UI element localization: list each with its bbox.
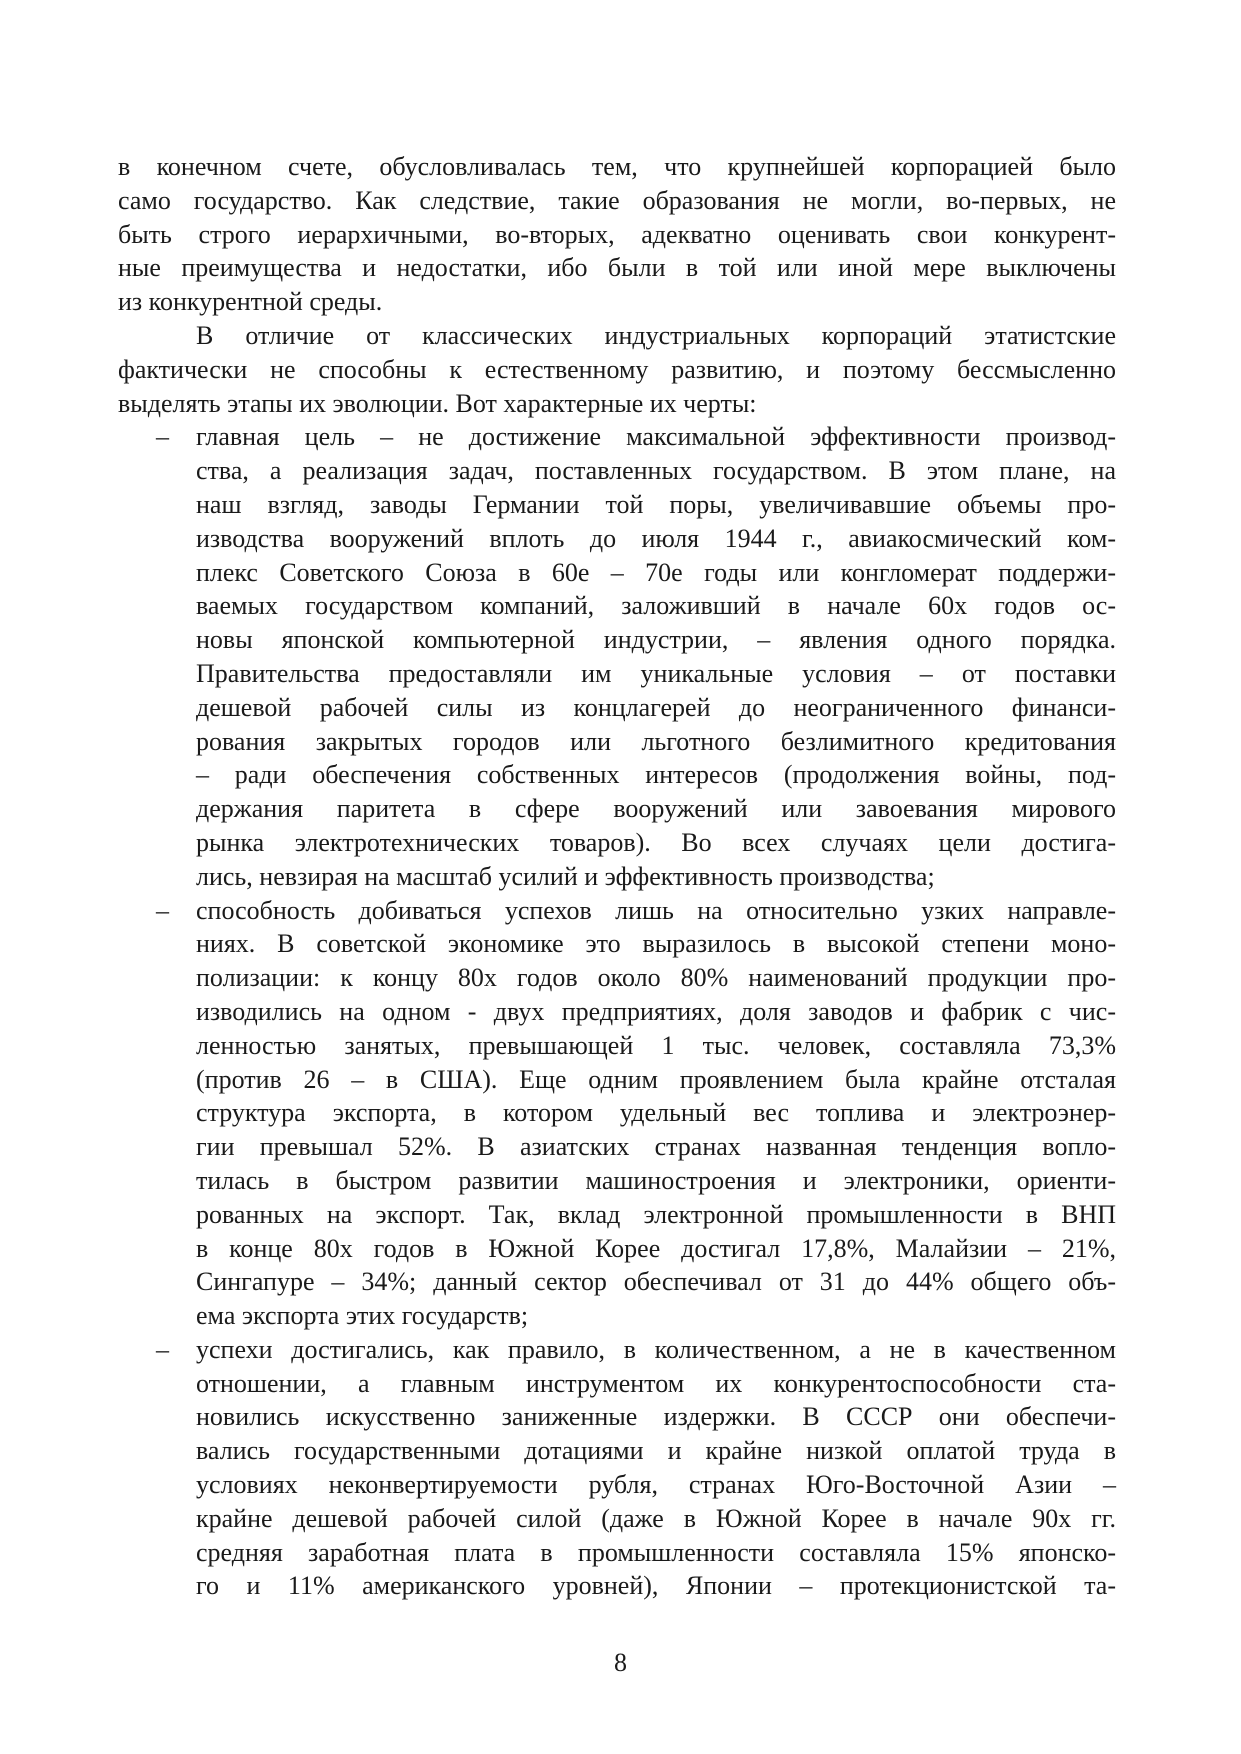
page-number: 8 — [614, 1648, 627, 1677]
list-item-line: рованных на экспорт. Так, вклад электронной промышленности в ВНП — [196, 1199, 1116, 1229]
list-item-line: новились искусственно заниженные издержки. В СССР они обеспечи- — [196, 1402, 1116, 1432]
list-item-line: (против 26 – в США). Еще одним проявлением была крайне отсталая — [196, 1064, 1116, 1094]
list-item — [118, 420, 1116, 893]
list-item-line: полизации: к концу 80х годов около 80% наименований продукции про- — [196, 963, 1116, 993]
list-item-line: рынка электротехнических товаров). Во всех случаях цели достига- — [196, 827, 1116, 857]
list-item-line: отношении, а главным инструментом их конкурентоспособности ста- — [196, 1368, 1116, 1398]
list-item-line: успехи достигались, как правило, в количественном, а не в качественном — [196, 1334, 1116, 1364]
dash-bullet: – — [156, 1334, 169, 1364]
list-item-line: – ради обеспечения собственных интересов (продолжения войны, под- — [196, 760, 1116, 790]
list-item-line: средняя заработная плата в промышленности составляла 15% японско- — [196, 1537, 1116, 1567]
list-item-line: лись, невзирая на масштаб усилий и эффективность производства; — [196, 861, 935, 891]
list-item-line: плекс Советского Союза в 60е – 70е годы или конгломерат поддержи- — [196, 557, 1116, 587]
paragraph-line: быть строго иерархичными, во-вторых, адекватно оценивать свои конкурент- — [118, 219, 1116, 249]
list-item-line: новы японской компьютерной индустрии, – явления одного порядка. — [196, 625, 1116, 655]
list-item — [118, 894, 1116, 1333]
list-item-line: Сингапуре – 34%; данный сектор обеспечивал от 31 до 44% общего объ- — [196, 1267, 1116, 1297]
list-item-line: рования закрытых городов или льготного безлимитного кредитования — [196, 726, 1116, 756]
list-item-line: тилась в быстром развитии машиностроения и электроники, ориенти- — [196, 1165, 1116, 1195]
paragraph-line: само государство. Как следствие, такие образования не могли, во-первых, не — [118, 185, 1116, 215]
list-item-line: го и 11% американского уровней), Японии – протекционистской та- — [196, 1571, 1116, 1601]
paragraph-intro — [118, 319, 1116, 420]
paragraph-line: в конечном счете, обусловливалась тем, что крупнейшей корпорацией было — [118, 152, 1116, 181]
list-item — [118, 1333, 1116, 1603]
list-item-line: изводства вооружений вплоть до июля 1944 г., авиакосмический ком- — [196, 523, 1116, 553]
list-item-line: наш взгляд, заводы Германии той поры, увеличивавшие объемы про- — [196, 489, 1116, 519]
dash-bullet: – — [156, 895, 169, 925]
characteristics-list — [118, 420, 1116, 1603]
paragraph-line: выделять этапы их эволюции. Вот характерные их черты: — [118, 388, 757, 418]
list-item-line: Правительства предоставляли им уникальные условия – от поставки — [196, 658, 1116, 688]
list-item-line: гии превышал 52%. В азиатских странах названная тенденция вопло- — [196, 1132, 1116, 1162]
list-item-line: дешевой рабочей силы из концлагерей до неограниченного финанси- — [196, 692, 1116, 722]
paragraph-line: ные преимущества и недостатки, ибо были в той или иной мере выключены — [118, 253, 1116, 283]
list-item-line: вались государственными дотациями и крайне низкой оплатой труда в — [196, 1436, 1116, 1466]
paragraph-continuation — [118, 150, 1116, 319]
list-item-line: в конце 80х годов в Южной Корее достигал 17,8%, Малайзии – 21%, — [196, 1233, 1116, 1263]
list-item-line: держания паритета в сфере вооружений или завоевания мирового — [196, 794, 1116, 824]
list-item-line: способность добиваться успехов лишь на относительно узких направле- — [196, 895, 1116, 925]
list-item-line: структура экспорта, в котором удельный вес топлива и электроэнер- — [196, 1098, 1116, 1128]
list-item-line: ства, а реализация задач, поставленных государством. В этом плане, на — [196, 456, 1116, 486]
list-item-line: изводились на одном - двух предприятиях, доля заводов и фабрик с чис- — [196, 996, 1116, 1026]
list-item-line: ваемых государством компаний, заложивший в начале 60х годов ос- — [196, 591, 1116, 621]
page-body-text — [118, 150, 1116, 1603]
dash-bullet: – — [156, 422, 169, 452]
paragraph-line: из конкурентной среды. — [118, 287, 383, 317]
list-item-line: крайне дешевой рабочей силой (даже в Южной Корее в начале 90х гг. — [196, 1503, 1116, 1533]
list-item-line: ема экспорта этих государств; — [196, 1301, 529, 1331]
paragraph-line: В отличие от классических индустриальных корпораций этатистские — [196, 320, 1116, 350]
list-item-line: ленностью занятых, превышающей 1 тыс. человек, составляла 73,3% — [196, 1030, 1116, 1060]
paragraph-line: фактически не способны к естественному развитию, и поэтому бессмысленно — [118, 354, 1116, 384]
list-item-line: главная цель – не достижение максимальной эффективности производ- — [196, 422, 1116, 452]
list-item-line: условиях неконвертируемости рубля, странах Юго-Восточной Азии – — [196, 1470, 1116, 1500]
list-item-line: ниях. В советской экономике это выразилось в высокой степени моно- — [196, 929, 1116, 959]
